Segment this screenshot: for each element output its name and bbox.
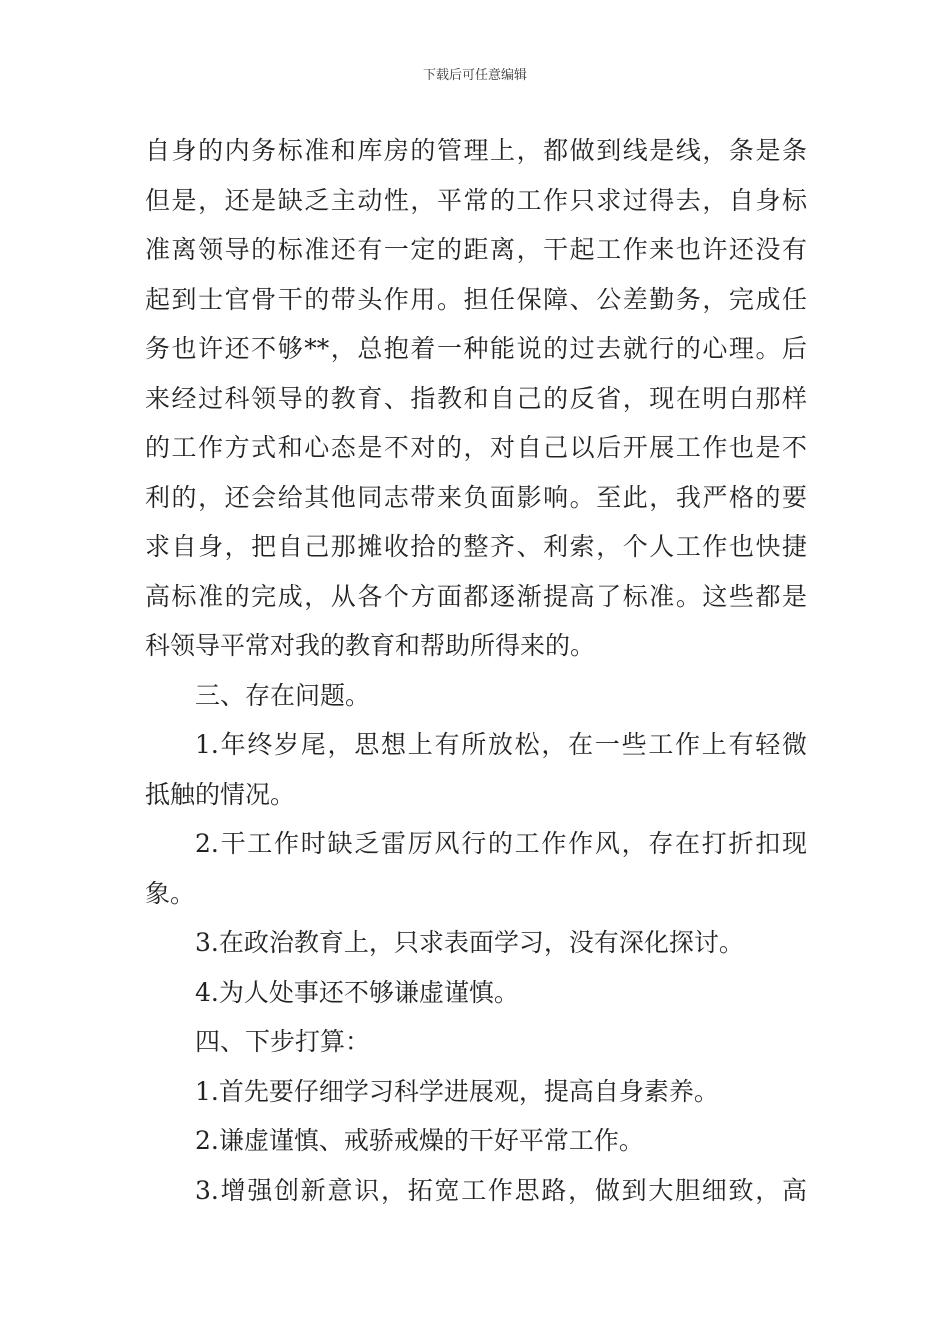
- text-line: 4.为人处事还不够谦虚谨慎。: [195, 977, 519, 1007]
- text-line: 四、下步打算：: [195, 1027, 371, 1056]
- text-line: 抵触的情况。: [145, 779, 296, 809]
- document-body: [145, 126, 807, 1215]
- text-line: 求自身，把自己那摊收拾的整齐、利索，个人工作也快捷: [145, 532, 807, 561]
- text-line: 3.在政治教育上，只求表面学习，没有深化探讨。: [195, 928, 744, 957]
- text-line: 利的，还会给其他同志带来负面影响。至此，我严格的要: [145, 482, 807, 512]
- text-line: 2.谦虚谨慎、戒骄戒燥的干好平常工作。: [195, 1126, 644, 1155]
- text-line: 2.干工作时缺乏雷厉风行的工作作风，存在打折扣现: [195, 829, 807, 858]
- text-line: 三、存在问题。: [195, 680, 371, 710]
- text-line: 但是，还是缺乏主动性，平常的工作只求过得去，自身标: [145, 185, 807, 215]
- text-line: 象。: [145, 878, 196, 908]
- text-line: 1.首先要仔细学习科学进展观，提高自身素养。: [195, 1076, 719, 1106]
- text-line: 3.增强创新意识，拓宽工作思路，做到大胆细致，高: [195, 1175, 807, 1205]
- text-line: 起到士官骨干的带头作用。担任保障、公差勤务，完成任: [145, 284, 807, 314]
- page-header: 下载后可任意编辑: [422, 68, 527, 83]
- text-line: 准离领导的标准还有一定的距离，干起工作来也许还没有: [145, 235, 807, 264]
- text-line: 科领导平常对我的教育和帮助所得来的。: [145, 631, 596, 660]
- text-line: 自身的内务标准和库房的管理上，都做到线是线，条是条: [145, 136, 807, 165]
- text-line: 务也许还不够**，总抱着一种能说的过去就行的心理。后: [145, 334, 807, 363]
- text-line: 来经过科领导的教育、指教和自己的反省，现在明白那样: [145, 383, 807, 413]
- text-line: 的工作方式和心态是不对的，对自己以后开展工作也是不: [145, 433, 807, 462]
- text-line: 高标准的完成，从各个方面都逐渐提高了标准。这些都是: [145, 581, 807, 611]
- text-line: 1.年终岁尾，思想上有所放松，在一些工作上有轻微: [195, 730, 807, 759]
